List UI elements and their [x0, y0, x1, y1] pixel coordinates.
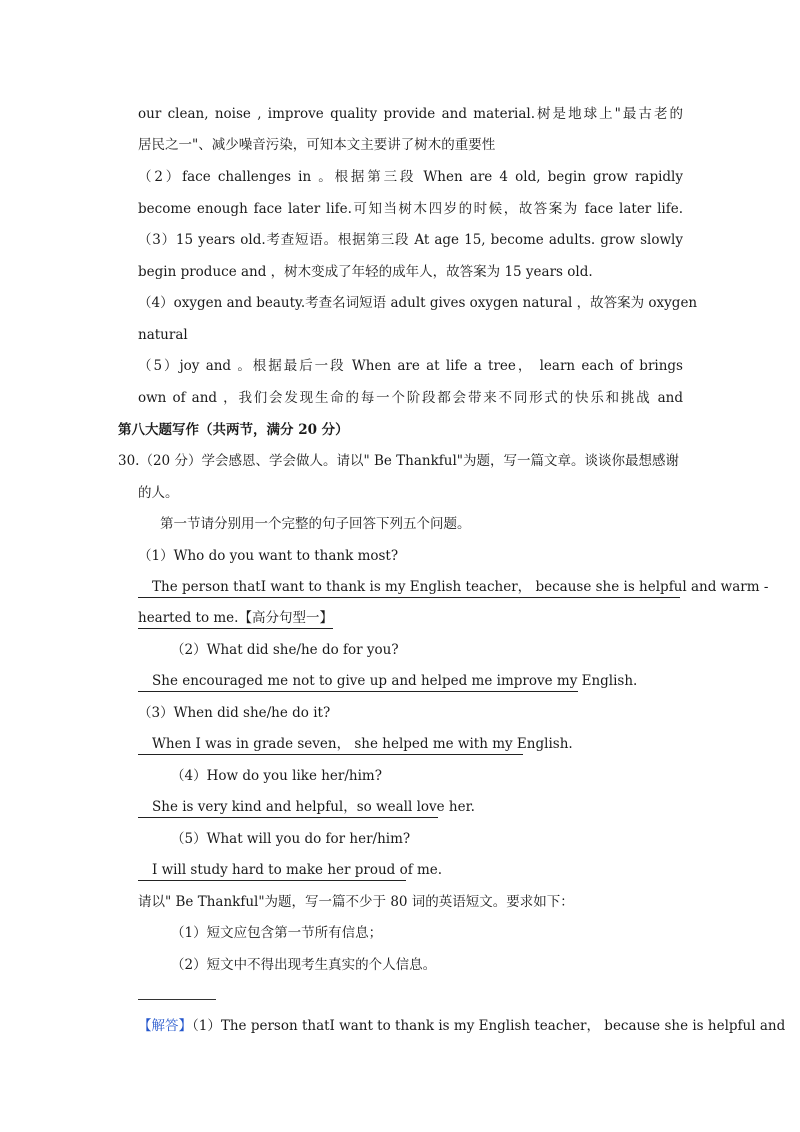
question-item: （4）How do you like her/him?: [171, 768, 382, 784]
answer-paragraph: [138, 1016, 786, 1036]
question-stem: 30.（20 分）学会感恩、学会做人。请以" Be Thankful"为题，写一篇文章。谈谈你最想感谢: [118, 453, 679, 469]
answer-tag: 【解答】: [138, 1018, 192, 1034]
answer-text: （1）The person thatI want to thank is my English teacher， because she is helpful and: [192, 1018, 786, 1034]
part2-instruction: 请以" Be Thankful"为题，写一篇不少于 80 词的英语短文。要求如下：: [138, 894, 574, 910]
answer-line: The person thatI want to thank is my English teacher， because she is helpful and warm -: [138, 577, 680, 598]
analysis-line: （3）15 years old.考查短语。根据第三段 At age 15, become adults. grow slowly: [138, 232, 683, 248]
requirement: （2）短文中不得出现考生真实的个人信息。: [171, 957, 437, 973]
analysis-line: （4）oxygen and beauty.考查名词短语 adult gives oxygen natural ，故答案为 oxygen: [138, 295, 698, 311]
question-item: （2）What did she/he do for you?: [171, 642, 399, 658]
answer-line: When I was in grade seven， she helped me with my English.: [138, 734, 523, 755]
section-heading: 第八大题写作（共两节，满分 20 分）: [118, 422, 349, 438]
part1-instruction: 第一节请分别用一个完整的句子回答下列五个问题。: [160, 516, 471, 532]
analysis-line: our clean, noise , improve quality provide and material.树是地球上"最古老的: [138, 106, 683, 122]
requirement: （1）短文应包含第一节所有信息；: [171, 925, 383, 941]
answer-line: I will study hard to make her proud of me.: [138, 860, 406, 881]
question-item: （5）What will you do for her/him?: [171, 831, 411, 847]
analysis-line: （2）face challenges in 。根据第三段 When are 4 old, begin grow rapidly: [138, 169, 683, 185]
analysis-line: 居民之一"、减少噪音污染，可知本文主要讲了树木的重要性: [138, 137, 496, 153]
analysis-line: begin produce and ，树木变成了年轻的成年人，故答案为 15 years old.: [138, 264, 593, 280]
answer-line: hearted to me.【高分句型一】: [138, 608, 333, 629]
analysis-line: become enough face later life.可知当树木四岁的时候，故答案为 face later life.: [138, 201, 683, 217]
analysis-line: natural: [138, 327, 188, 343]
question-item: （1）Who do you want to thank most?: [138, 548, 399, 564]
analysis-line: own of and ，我们会发现生命的每一个阶段都会带来不同形式的快乐和挑战 and: [138, 390, 683, 406]
question-stem-continued: 的人。: [138, 485, 179, 501]
answer-line: She is very kind and helpful，so weall love her.: [138, 797, 438, 818]
analysis-line: （5）joy and 。根据最后一段 When are at life a tree， learn each of brings: [138, 358, 683, 374]
divider: [138, 999, 216, 1000]
question-item: （3）When did she/he do it?: [138, 705, 331, 721]
answer-line: She encouraged me not to give up and helped me improve my English.: [138, 671, 578, 692]
